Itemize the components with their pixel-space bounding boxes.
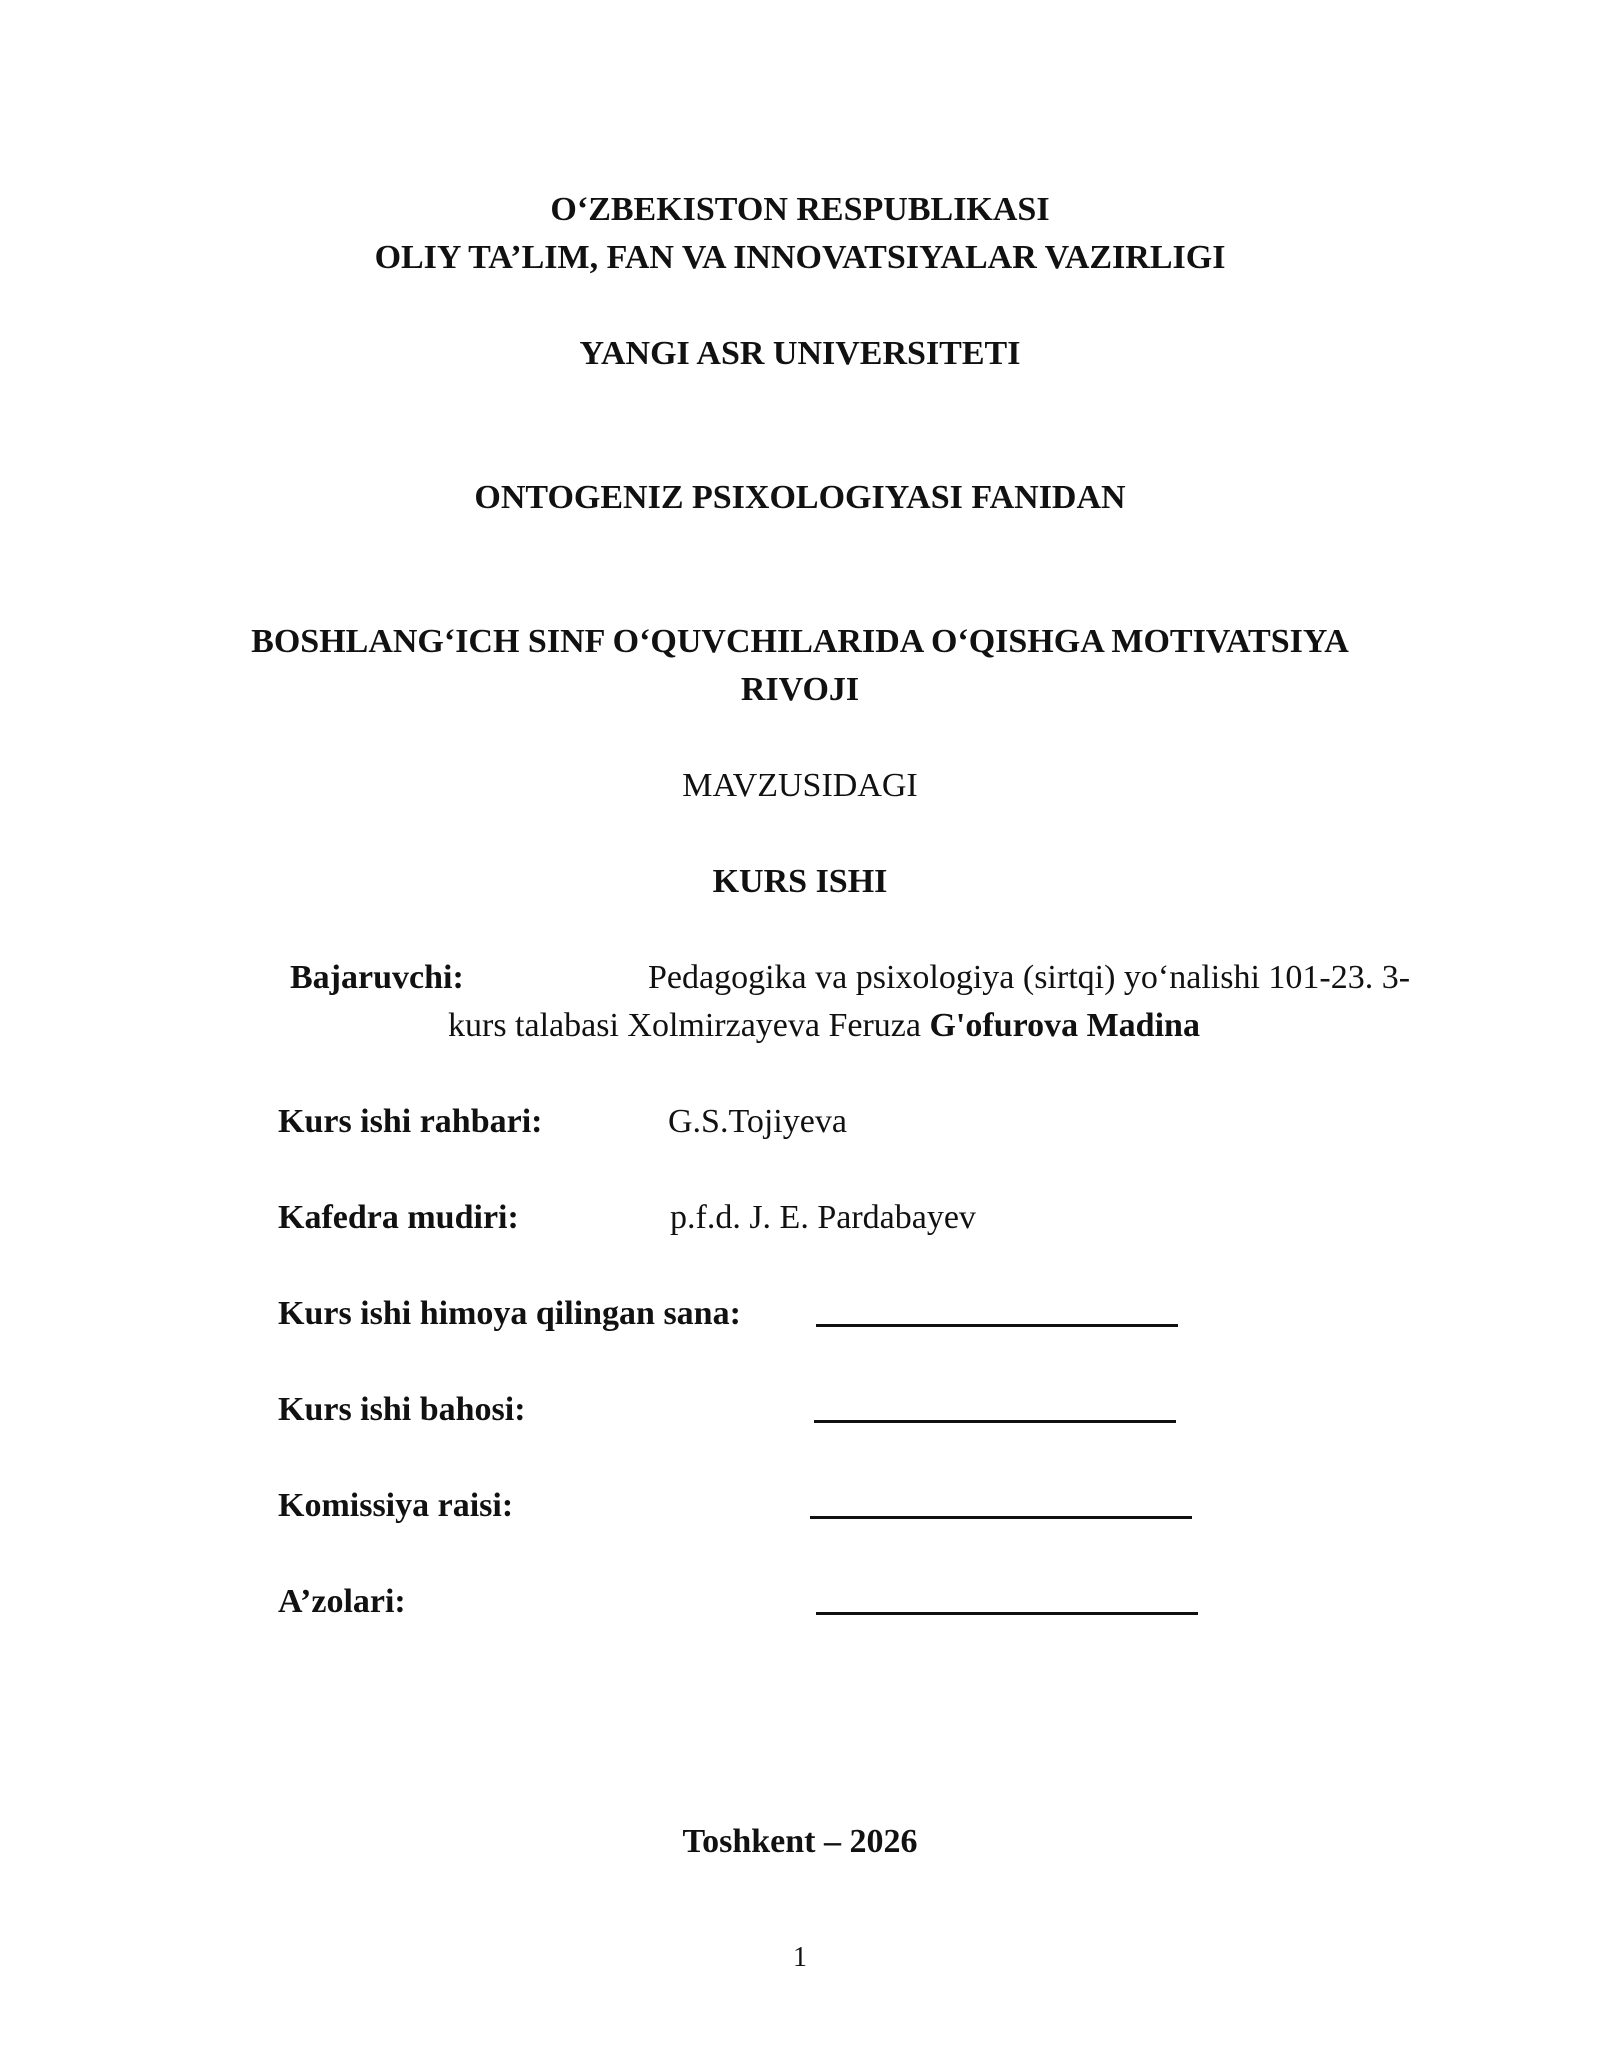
- work-type: KURS ISHI: [712, 863, 888, 900]
- performer-text-line-1: Pedagogika va psixologiya (sirtqi) yo‘nalishi 101-23. 3-: [648, 959, 1411, 996]
- members-label: A’zolari:: [278, 1583, 406, 1620]
- header-country: O‘ZBEKISTON RESPUBLIKASI: [550, 191, 1050, 228]
- blank-line: [810, 1482, 1192, 1519]
- blank-line: [814, 1386, 1176, 1423]
- performer-text-line-2: [448, 1002, 1200, 1050]
- grade-blank: [814, 1386, 1176, 1437]
- performer-name: G'ofurova Madina: [929, 1007, 1200, 1044]
- supervisor-label: Kurs ishi rahbari:: [278, 1103, 543, 1140]
- supervisor-value: G.S.Tojiyeva: [668, 1103, 847, 1140]
- defense-date-blank: [816, 1290, 1178, 1341]
- grade-label: Kurs ishi bahosi:: [278, 1391, 526, 1428]
- commission-chair-label: Komissiya raisi:: [278, 1487, 514, 1524]
- blank-line: [816, 1290, 1178, 1327]
- performer-group-text: kurs talabasi Xolmirzayeva Feruza: [448, 1007, 921, 1044]
- department-head-label: Kafedra mudiri:: [278, 1199, 519, 1236]
- performer-label: Bajaruvchi:: [290, 959, 464, 996]
- commission-chair-blank: [810, 1482, 1192, 1533]
- topic-line-2: RIVOJI: [740, 671, 860, 708]
- subject-title: ONTOGENIZ PSIXOLOGIYASI FANIDAN: [474, 479, 1126, 516]
- topic-suffix: MAVZUSIDAGI: [682, 767, 918, 804]
- city-year: Toshkent – 2026: [682, 1823, 918, 1860]
- topic-line-1: BOSHLANG‘ICH SINF O‘QUVCHILARIDA O‘QISHGA MOTIVATSIYA: [251, 623, 1349, 660]
- department-head-value: p.f.d. J. E. Pardabayev: [670, 1199, 976, 1236]
- header-university: YANGI ASR UNIVERSITETI: [579, 335, 1021, 372]
- header-ministry: OLIY TA’LIM, FAN VA INNOVATSIYALAR VAZIRLIGI: [374, 239, 1226, 276]
- members-blank: [816, 1578, 1198, 1629]
- blank-line: [816, 1578, 1198, 1615]
- defense-date-label: Kurs ishi himoya qilingan sana:: [278, 1295, 741, 1332]
- page-number: 1: [793, 1942, 807, 1973]
